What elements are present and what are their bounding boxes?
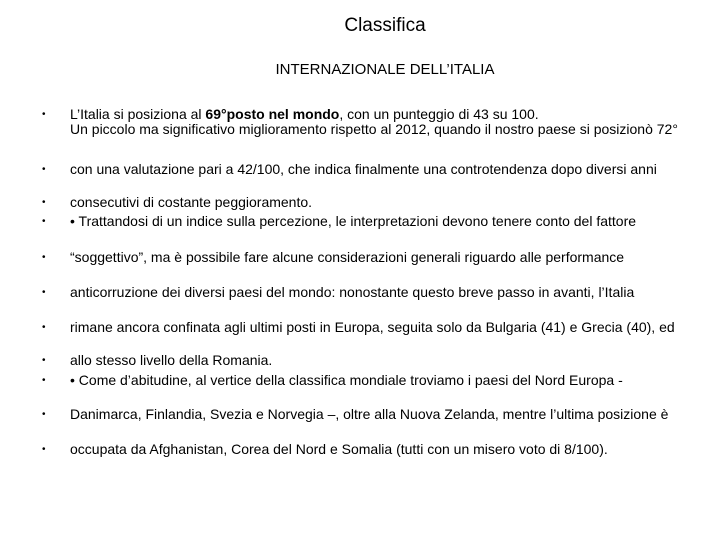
bullet-dot-icon: • [42, 216, 46, 227]
bullet-text: anticorruzione dei diversi paesi del mondo: nonostante questo breve passo in avanti, l’Italia [70, 284, 635, 300]
bullet-dot-icon: • [42, 322, 46, 333]
bullet-dot-icon: • [42, 444, 46, 455]
bullet-dot-icon: • [42, 409, 46, 420]
bullet-dot-icon: • [42, 287, 46, 298]
bullet-text: con una valutazione pari a 42/100, che indica finalmente una controtendenza dopo diversi anni [70, 161, 657, 177]
slide-title: Classifica [344, 15, 426, 36]
bullet-dot-icon: • [42, 164, 46, 175]
bullet-text: • Come d’abitudine, al vertice della classifica mondiale troviamo i paesi del Nord Europa - [70, 372, 623, 388]
bullet-text: allo stesso livello della Romania. [70, 352, 273, 368]
bullet-dot-icon: • [42, 375, 46, 386]
bullet-dot-icon: • [42, 109, 46, 120]
bold-text: 69°posto nel mondo [205, 106, 340, 122]
bullet-text: • Trattandosi di un indice sulla percezione, le interpretazioni devono tenere conto del fattore [70, 213, 637, 229]
bullet-dot-icon: • [42, 197, 46, 208]
bullet-text: consecutivi di costante peggioramento. [70, 194, 313, 210]
bullet-text: Danimarca, Finlandia, Svezia e Norvegia –, oltre alla Nuova Zelanda, mentre l’ultima posizione è [70, 406, 669, 422]
bullet-text: L’Italia si posiziona al 69°posto nel mondo, con un punteggio di 43 su 100. Un piccolo ma significativo miglioramento rispetto al 2012, quando il nostro paese si posizionò 72° [70, 106, 678, 137]
bullet-dot-icon: • [42, 252, 46, 263]
bullet-text: occupata da Afghanistan, Corea del Nord e Somalia (tutti con un misero voto di 8/100). [70, 441, 608, 457]
bullet-dot-icon: • [42, 355, 46, 366]
bullet-text: “soggettivo”, ma è possibile fare alcune considerazioni generali riguardo alle performance [70, 249, 625, 265]
slide-subtitle: INTERNAZIONALE DELL’ITALIA [275, 61, 495, 78]
bullet-text: rimane ancora confinata agli ultimi posti in Europa, seguita solo da Bulgaria (41) e Grecia (40), ed [70, 319, 675, 335]
